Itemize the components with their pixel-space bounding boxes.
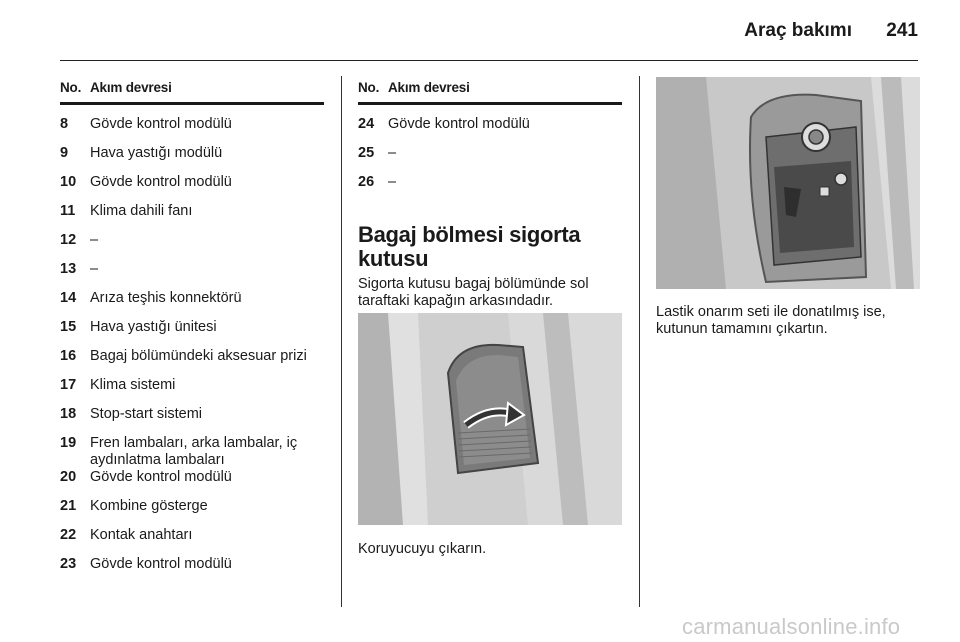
header-circuit: Akım devresi <box>90 80 172 95</box>
table-row <box>60 116 324 145</box>
trunk-cover-drawing <box>358 313 622 525</box>
table-row <box>60 377 324 406</box>
table-row <box>60 145 324 174</box>
watermark-text: carmanualsonline.info <box>682 614 901 639</box>
header-no: No. <box>358 80 380 95</box>
fuse-number: 8 <box>60 116 69 132</box>
column-divider <box>341 76 342 607</box>
circuit-name: Kontak anahtarı <box>90 527 193 543</box>
circuit-name: Bagaj bölümündeki aksesuar prizi <box>90 348 307 364</box>
table-row <box>60 527 324 556</box>
section-body: Sigorta kutusu bagaj bölümünde sol taraftaki kapağın arkasındadır. <box>358 276 589 309</box>
circuit-name: Arıza teşhis konnektörü <box>90 290 242 306</box>
table-row <box>60 232 324 261</box>
fuse-number: 18 <box>60 406 77 422</box>
column-divider <box>639 76 640 607</box>
fuse-number: 20 <box>60 469 77 485</box>
fuse-number: 12 <box>60 232 77 248</box>
table-row <box>60 290 324 319</box>
fuse-number: 16 <box>60 348 77 364</box>
page-header <box>60 0 918 61</box>
circuit-name: Hava yastığı ünitesi <box>90 319 217 335</box>
table-row <box>60 556 324 585</box>
fuse-number: 24 <box>358 116 375 132</box>
circuit-name: – <box>90 261 99 277</box>
circuit-name: Fren lambaları, arka lambalar, iç aydınlatma lambaları <box>90 435 298 468</box>
table-row <box>60 406 324 435</box>
table-row <box>60 469 324 498</box>
fuse-number: 15 <box>60 319 77 335</box>
circuit-name: – <box>90 232 99 248</box>
trunk-cover-illustration <box>358 313 622 525</box>
circuit-name: – <box>388 145 397 161</box>
circuit-name: Gövde kontrol modülü <box>90 116 232 132</box>
fuse-number: 19 <box>60 435 77 451</box>
fuse-number: 21 <box>60 498 77 514</box>
fuse-number: 14 <box>60 290 77 306</box>
table-row <box>60 261 324 290</box>
circuit-name: Gövde kontrol modülü <box>388 116 530 132</box>
circuit-name: Gövde kontrol modülü <box>90 556 232 572</box>
circuit-name: Klima sistemi <box>90 377 176 393</box>
figure1-caption: Koruyucuyu çıkarın. <box>358 541 487 557</box>
table-header <box>358 80 622 105</box>
table-row <box>60 203 324 232</box>
table-row <box>60 435 324 469</box>
table-header <box>60 80 324 105</box>
circuit-name: Gövde kontrol modülü <box>90 174 232 190</box>
table-row <box>358 174 622 203</box>
table-row <box>60 174 324 203</box>
fuse-number: 9 <box>60 145 69 161</box>
fuse-number: 11 <box>60 203 76 219</box>
section-title-header: Araç bakımı <box>744 20 852 41</box>
circuit-name: Gövde kontrol modülü <box>90 469 232 485</box>
figure2-caption: Lastik onarım seti ile donatılmış ise, kutunun tamamını çıkartın. <box>656 304 886 337</box>
circuit-name: – <box>388 174 397 190</box>
fuse-number: 23 <box>60 556 77 572</box>
circuit-name: Stop-start sistemi <box>90 406 202 422</box>
fuse-number: 26 <box>358 174 375 190</box>
fuse-number: 10 <box>60 174 77 190</box>
section-heading: Bagaj bölmesi sigorta kutusu <box>358 222 581 271</box>
table-row <box>358 116 622 145</box>
fuse-box-illustration <box>656 77 920 289</box>
fuse-number: 17 <box>60 377 77 393</box>
fuse-table-right <box>358 80 622 310</box>
table-row <box>60 319 324 348</box>
table-row <box>60 498 324 527</box>
table-row <box>60 348 324 377</box>
circuit-name: Hava yastığı modülü <box>90 145 223 161</box>
fuse-box-drawing <box>656 77 920 289</box>
fuse-number: 25 <box>358 145 375 161</box>
circuit-name: Kombine gösterge <box>90 498 208 514</box>
fuse-number: 13 <box>60 261 77 277</box>
header-no: No. <box>60 80 82 95</box>
fuse-number: 22 <box>60 527 77 543</box>
page-number: 241 <box>886 20 918 41</box>
fuse-table-left <box>60 80 324 585</box>
table-row <box>358 145 622 174</box>
header-circuit: Akım devresi <box>388 80 470 95</box>
circuit-name: Klima dahili fanı <box>90 203 193 219</box>
